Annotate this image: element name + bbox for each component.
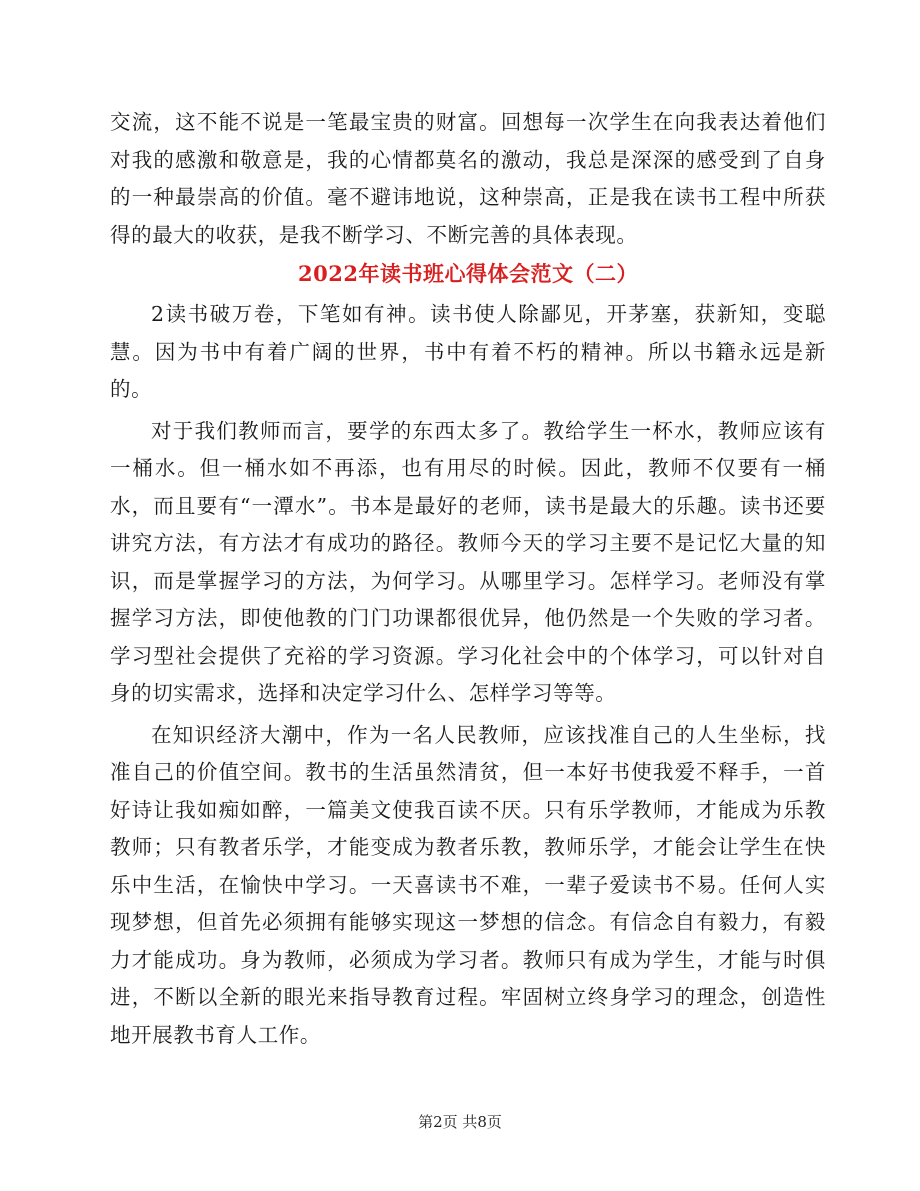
section-title: 2022年读书班心得体会范文（二） (298, 261, 638, 286)
body-paragraph-2: 对于我们教师而言，要学的东西太多了。教给学生一杯水，教师应该有一桶水。但一桶水如不再添，也有用尽的时候。因此，教师不仅要有一桶水，而且要有“一潭水”。书本是最好的老师，读书是最大的乐趣。读书还要讲究方法，有方法才有成功的路径。教师今天的学习主要不是记忆大量的知识，而是掌握学习的方法，为何学习。从哪里学习。怎样学习。老师没有掌握学习方法，即使他教的门门功课都很优异，他仍然是一个失败的学习者。学习型社会提供了充裕的学习资源。学习化社会中的个体学习，可以针对自身的切实需求，选择和决定学习什么、怎样学习等等。 (110, 418, 826, 705)
intro-paragraph: 交流，这不能不说是一笔最宝贵的财富。回想每一次学生在向我表达着他们对我的感激和敬意是，我的心情都莫名的激动，我总是深深的感受到了自身的一种最崇高的价值。毫不避讳地说，这种崇高，正是我在读书工程中所获得的最大的收获，是我不断学习、不断完善的具体表现。 (110, 110, 826, 247)
body-paragraph-3: 在知识经济大潮中，作为一名人民教师，应该找准自己的人生坐标，找准自己的价值空间。教书的生活虽然清贫，但一本好书使我爱不释手，一首好诗让我如痴如醉，一篇美文使我百读不厌。只有乐学教师，才能成为乐教教师；只有教者乐学，才能变成为教者乐教，教师乐学，才能会让学生在快乐中生活，在愉快中学习。一天喜读书不难，一辈子爱读书不易。任何人实现梦想，但首先必须拥有能够实现这一梦想的信念。有信念自有毅力，有毅力才能成功。身为教师，必须成为学习者。教师只有成为学生，才能与时俱进，不断以全新的眼光来指导教育过程。牢固树立终身学习的理念，创造性地开展教书育人工作。 (110, 722, 826, 1047)
page-number-footer: 第2页 共8页 (418, 1113, 502, 1131)
body-paragraph-1: 2读书破万卷，下笔如有神。读书使人除鄙见，开茅塞，获新知，变聪慧。因为书中有着广阔的世界，书中有着不朽的精神。所以书籍永远是新的。 (110, 302, 826, 401)
document-body (110, 104, 826, 1054)
